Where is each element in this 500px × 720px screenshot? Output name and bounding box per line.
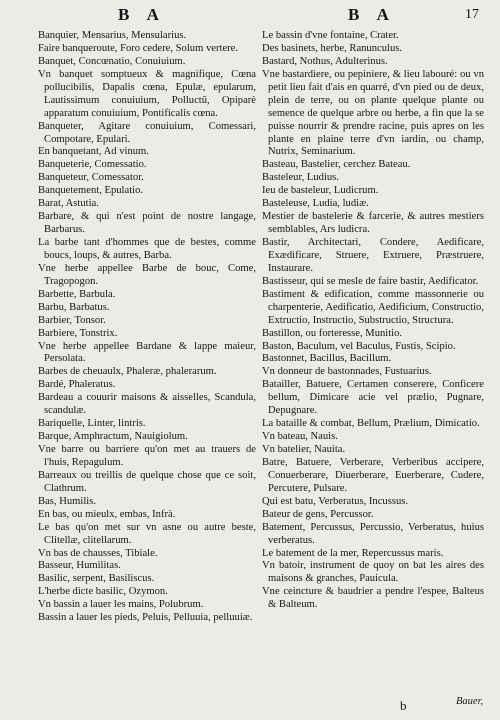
dictionary-entry: Bardé, Phaleratus. bbox=[38, 379, 116, 391]
dictionary-entry: Banquier, Mensarius, Mensularius. bbox=[38, 30, 187, 41]
dictionary-entry: Bastir, Architectari, Condere, Aedificare, Exædificare, Struere, Extruere, Præstruere, Instaurare. bbox=[262, 237, 484, 274]
dictionary-entry: Barbes de cheuaulx, Phaleræ, phalerarum. bbox=[38, 366, 217, 378]
dictionary-entry: Vn banquet somptueux & magnifique, Cœna pollucibilis, Dapalis cœna, Epulæ, epularum, Lautissimum conuiuium, Polluctũ, Opiparè apparatum conuiuium, Pontificalis cœna. bbox=[38, 68, 256, 119]
dictionary-entry: Bateur de gens, Percussor. bbox=[262, 508, 374, 520]
dictionary-entry: Bariquelle, Linter, lintris. bbox=[38, 418, 146, 430]
dictionary-entry: Barbiere, Tonstrix. bbox=[38, 327, 118, 339]
dictionary-entry: En bas, ou mieulx, embas, Infrà. bbox=[38, 508, 176, 520]
dictionary-entry: Bas, Humilis. bbox=[38, 495, 96, 507]
dictionary-entry: Batement, Percussus, Percussio, Verberatus, huius verberatus. bbox=[262, 521, 484, 546]
dictionary-entry: Basteleuse, Ludia, ludiæ. bbox=[262, 198, 369, 210]
dictionary-entry: Des basinets, herbe, Ranunculus. bbox=[262, 42, 403, 54]
dictionary-entry: Baston, Baculum, vel Baculus, Fustis, Scipio. bbox=[262, 340, 456, 352]
dictionary-entry: Ieu de basteleur, Ludicrum. bbox=[262, 185, 379, 197]
dictionary-entry: Qui est batu, Verberatus, Incussus. bbox=[262, 495, 409, 507]
page-number: 17 bbox=[465, 7, 479, 22]
dictionary-entry: Le bassin d'vne fontaine, Crater. bbox=[262, 30, 399, 41]
dictionary-entry: Banqueteur, Comessator. bbox=[38, 172, 144, 184]
dictionary-entry: Barreaux ou treillis de quelque chose que ce soit, Clathrum. bbox=[38, 469, 256, 494]
dictionary-entry: Basilic, serpent, Basiliscus. bbox=[38, 573, 155, 585]
dictionary-entry: Vn donneur de bastonnades, Fustuarius. bbox=[262, 366, 432, 378]
dictionary-entry: Bastonnet, Bacillus, Bacillum. bbox=[262, 353, 392, 365]
dictionary-entry: Faire banqueroute, Foro cedere, Solum vertere. bbox=[38, 42, 239, 54]
dictionary-entry: Vn bas de chausses, Tibiale. bbox=[38, 547, 158, 559]
dictionary-entry: Vne ceincture & baudrier a pendre l'espee, Balteus & Balteum. bbox=[262, 586, 484, 611]
dictionary-entry: Bastiment & edification, comme massonnerie ou charpenterie, Aedificatio, Aedificium, Constructio, Extructio, Instructio, Substructio, Structura. bbox=[262, 288, 484, 326]
dictionary-entry: Bastillon, ou forteresse, Munitio. bbox=[262, 327, 403, 339]
dictionary-entry: Batailler, Batuere, Certamen conserere, Conficere bellum, Dimicare acie vel prælio, Pugnare, Depugnare. bbox=[262, 379, 484, 417]
dictionary-entry: Bastisseur, qui se mesle de faire bastir, Aedificator. bbox=[262, 275, 479, 287]
dictionary-entry: Banquetement, Epulatio. bbox=[38, 185, 144, 197]
dictionary-entry: Batre, Batuere, Verberare, Verberibus accipere, Conuerberare, Diuerberare, Euerberare, Cudere, Percutere, Pulsare. bbox=[262, 456, 484, 494]
left-column bbox=[38, 30, 256, 625]
dictionary-entry: Vne herbe appellee Barbe de bouc, Come, Tragopogon. bbox=[38, 262, 256, 287]
dictionary-entry: Barbier, Tonsor. bbox=[38, 314, 106, 326]
dictionary-entry: Vne barre ou barriere qu'on met au trauers de l'huis, Repagulum. bbox=[38, 444, 256, 468]
dictionary-entry: La barbe tant d'hommes que de bestes, comme boucs, loups, & autres, Barba. bbox=[38, 237, 256, 261]
dictionary-entry: Vn bassin a lauer les mains, Polubrum. bbox=[38, 599, 204, 611]
dictionary-entry: La bataille & combat, Bellum, Prælium, Dimicatio. bbox=[262, 418, 480, 430]
dictionary-entry: Banquet, Concœnatio, Conuiuium. bbox=[38, 55, 186, 67]
dictionary-entry: Banqueterie, Comessatio. bbox=[38, 159, 147, 171]
dictionary-entry: Mestier de bastelerie & farcerie, & autres mestiers semblables, Ars ludicra. bbox=[262, 211, 484, 236]
dictionary-entry: Barbu, Barbatus. bbox=[38, 301, 110, 313]
dictionary-entry: Basteau, Bastelier, cerchez Bateau. bbox=[262, 159, 411, 171]
dictionary-entry: Barque, Amphractum, Nauigiolum. bbox=[38, 431, 188, 443]
dictionary-entry: Le bas qu'on met sur vn asne ou autre beste, Clitellæ, clitellarum. bbox=[38, 521, 256, 546]
dictionary-entry: Vne bastardiere, ou pepiniere, & lieu labouré: ou vn petit lieu fait d'ais en quarré, d'vn pied ou de deux, plein de terre, ou on plante quelque plante ou semence de quelque arbre ou herbe, a fin que la se puisse nourrir & prendre racine, puis apres on les plante en plaine terre d'vn iardin, ou champ, Nutrix, Seminarium. bbox=[262, 68, 484, 158]
dictionary-entry: Le batement de la mer, Repercussus maris. bbox=[262, 547, 444, 559]
right-running-head: B A bbox=[348, 5, 396, 24]
dictionary-entry: Barbette, Barbula. bbox=[38, 288, 116, 300]
dictionary-entry: Bastard, Nothus, Adulterinus. bbox=[262, 55, 388, 67]
dictionary-entry: Vn batelier, Nauita. bbox=[262, 444, 346, 455]
dictionary-entry: Barbare, & qui n'est point de nostre langage, Barbarus. bbox=[38, 211, 256, 236]
signature-mark: b bbox=[400, 698, 407, 713]
right-column bbox=[262, 30, 484, 612]
dictionary-entry: En banquetant, Ad vinum. bbox=[38, 146, 149, 158]
dictionary-entry: Basteleur, Ludius. bbox=[262, 172, 339, 184]
dictionary-entry: Vn bateau, Nauis. bbox=[262, 431, 338, 443]
dictionary-entry: Barat, Astutia. bbox=[38, 198, 99, 210]
catchword: Bauer, bbox=[456, 696, 484, 707]
left-running-head: B A bbox=[118, 5, 166, 24]
dictionary-entry: L'herbe dicte basilic, Ozymon. bbox=[38, 586, 168, 598]
dictionary-entry: Vn batoir, instrument de quoy on bat les aires des maisons & granches, Pauicula. bbox=[262, 560, 484, 585]
dictionary-entry: Bassin a lauer les pieds, Peluis, Pelluuia, pelluuiæ. bbox=[38, 612, 253, 624]
dictionary-entry: Bardeau a couurir maisons & aisselles, Scandula, scandulæ. bbox=[38, 392, 256, 417]
dictionary-entry: Vne herbe appellee Bardane & lappe maieur, Persolata. bbox=[38, 340, 256, 365]
dictionary-entry: Banqueter, Agitare conuiuium, Comessari, Compotare, Epulari. bbox=[38, 120, 256, 145]
dictionary-entry: Basseur, Humilitas. bbox=[38, 560, 121, 572]
